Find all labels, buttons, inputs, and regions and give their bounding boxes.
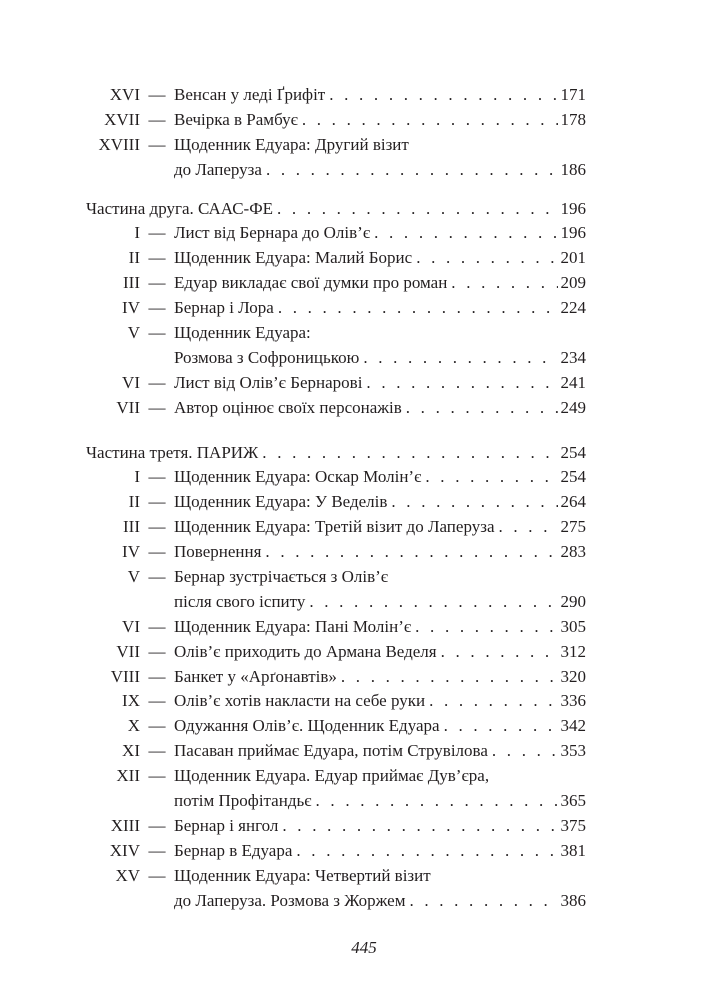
toc-chapter-entry [86,739,586,764]
entry-page-number: 336 [560,691,586,711]
entry-page-number: 224 [560,298,586,318]
dot-leader [274,296,558,321]
toc-chapter-entry [86,133,586,158]
entry-page-number: 320 [560,666,586,686]
em-dash: — [148,716,166,736]
toc-chapter-entry [86,864,586,889]
toc-chapter-entry [86,246,586,271]
chapter-number: IX [122,691,140,711]
entry-title: Щоденник Едуара. Едуар приймає Дув’єра, [174,766,490,786]
entry-page-number: 178 [560,109,586,129]
page-number: 445 [351,938,377,957]
dot-leader [362,371,558,396]
em-dash: — [148,542,166,562]
entry-title: Бернар і янгол [174,815,279,835]
toc-entry-continuation [86,889,586,914]
entry-page-number: 196 [560,198,586,218]
chapter-number: XVI [109,85,140,104]
chapter-number: XV [115,865,140,885]
chapter-number: III [123,273,140,293]
toc-chapter-entry [86,490,586,515]
dot-leader [488,739,558,764]
entry-title: Банкет у «Арґонавтів» [174,666,337,686]
entry-page-number: 171 [560,85,586,104]
em-dash: — [148,492,166,512]
dot-leader [325,83,558,108]
toc-chapter-entry [86,83,586,108]
entry-title: Олів’є хотів накласти на себе руки [174,691,426,711]
toc-chapter-entry [86,615,586,640]
entry-title: Бернар зустрічається з Олів’є [174,567,389,587]
em-dash: — [148,766,166,786]
entry-page-number: 264 [560,492,586,512]
toc-chapter-entry [86,271,586,296]
toc-entry-continuation [86,789,586,814]
dot-leader [298,108,558,133]
entry-page-number: 365 [560,791,586,811]
em-dash: — [148,567,166,587]
entry-page-number: 254 [560,442,586,462]
em-dash: — [148,517,166,537]
entry-title: Пасаван приймає Едуара, потім Струвілова [174,741,488,761]
entry-page-number: 353 [560,741,586,761]
em-dash: — [148,815,166,835]
em-dash: — [148,273,166,293]
chapter-number: VII [116,641,140,661]
chapter-number: XVII [104,109,140,129]
toc-chapter-entry [86,296,586,321]
em-dash: — [148,109,166,129]
toc-chapter-entry [86,371,586,396]
chapter-number: XVIII [98,134,140,154]
entry-page-number: 186 [560,159,586,179]
entry-page-number: 201 [560,248,586,268]
toc-chapter-entry [86,665,586,690]
entry-title: потім Профітандьє [174,791,312,811]
entry-page-number: 381 [560,840,586,860]
toc-part-heading [86,197,586,222]
entry-title: Щоденник Едуара: Пані Молін’є [174,616,412,636]
chapter-number: IV [122,542,140,562]
chapter-number: VIII [110,666,140,686]
toc-entry-continuation [86,346,586,371]
dot-leader [337,665,558,690]
entry-page-number: 241 [560,372,586,392]
chapter-number: XIV [109,840,140,860]
em-dash: — [148,85,166,104]
toc-chapter-entry [86,396,586,421]
toc-chapter-entry [86,221,586,246]
entry-page-number: 275 [560,517,586,537]
entry-title: Частина третя. ПАРИЖ [86,442,259,462]
em-dash: — [148,134,166,154]
dot-leader [447,271,558,296]
em-dash: — [148,248,166,268]
toc-entry-continuation [86,158,586,183]
chapter-number: X [127,716,140,736]
em-dash: — [148,467,166,487]
dot-leader [278,814,558,839]
entry-title: Щоденник Едуара: [174,323,311,343]
entry-title: Едуар викладає свої думки про роман [174,273,448,293]
toc-chapter-entry [86,839,586,864]
em-dash: — [148,323,166,343]
entry-title: Бернар в Едуара [174,840,293,860]
dot-leader [425,689,558,714]
entry-page-number: 312 [560,641,586,661]
em-dash: — [148,397,166,417]
em-dash: — [148,865,166,885]
dot-leader [258,441,558,466]
toc-chapter-entry [86,108,586,133]
dot-leader [412,246,558,271]
dot-leader [387,490,558,515]
entry-page-number: 375 [560,815,586,835]
entry-title: до Лаперуза [174,159,262,179]
chapter-number: XII [116,766,140,786]
entry-page-number: 254 [560,467,586,487]
toc-chapter-entry [86,465,586,490]
entry-title: Щоденник Едуара: У Веделів [174,492,388,512]
dot-leader [359,346,558,371]
entry-page-number: 386 [560,890,586,910]
toc-chapter-entry [86,321,586,346]
entry-page-number: 290 [560,591,586,611]
entry-title: Повернення [174,542,262,562]
em-dash: — [148,840,166,860]
toc-chapter-entry [86,764,586,789]
entry-title: Бернар і Лора [174,298,274,318]
em-dash: — [148,372,166,392]
em-dash: — [148,298,166,318]
toc-chapter-entry [86,515,586,540]
entry-title: Щоденник Едуара: Четвертий візит [174,865,431,885]
entry-title: Лист від Олів’є Бернарові [174,372,363,392]
toc-chapter-entry [86,814,586,839]
dot-leader [273,197,558,222]
chapter-number: VII [116,397,140,417]
entry-title: Автор оцінює своїх персонажів [174,397,402,417]
em-dash: — [148,641,166,661]
entry-title: Вечірка в Рамбує [174,109,298,129]
toc-chapter-entry [86,565,586,590]
entry-title: Розмова з Софроницькою [174,347,360,367]
em-dash: — [148,223,166,243]
dot-leader [405,889,558,914]
chapter-number: V [127,323,140,343]
dot-leader [292,839,558,864]
chapter-number: IV [122,298,140,318]
entry-title: Щоденник Едуара: Малий Борис [174,248,413,268]
entry-page-number: 209 [560,273,586,293]
chapter-number: XIII [110,815,140,835]
dot-leader [402,396,558,421]
chapter-number: I [134,467,140,487]
entry-title: Лист від Бернара до Олів’є [174,223,371,243]
chapter-number: VI [122,616,140,636]
dot-leader [261,540,558,565]
dot-leader [411,615,558,640]
entry-title: до Лаперуза. Розмова з Жоржем [174,890,406,910]
table-of-contents [86,83,586,914]
em-dash: — [148,741,166,761]
chapter-number: V [127,567,140,587]
toc-chapter-entry [86,689,586,714]
entry-page-number: 234 [560,347,586,367]
chapter-number: II [128,248,140,268]
entry-page-number: 196 [560,223,586,243]
em-dash: — [148,691,166,711]
entry-title: Щоденник Едуара: Другий візит [174,134,409,154]
entry-title: Частина друга. СААС-ФЕ [86,198,274,218]
dot-leader [370,221,558,246]
em-dash: — [148,666,166,686]
toc-chapter-entry [86,640,586,665]
entry-page-number: 305 [560,616,586,636]
chapter-number: III [123,517,140,537]
entry-page-number: 249 [560,397,586,417]
chapter-number: XI [122,741,140,761]
toc-chapter-entry [86,714,586,739]
chapter-number: VI [122,372,140,392]
toc-chapter-entry [86,540,586,565]
dot-leader [421,465,558,490]
chapter-number: II [128,492,140,512]
dot-leader [495,515,559,540]
dot-leader [312,789,558,814]
entry-title: Одужання Олів’є. Щоденник Едуара [174,716,440,736]
dot-leader [437,640,558,665]
dot-leader [305,590,558,615]
dot-leader [262,158,558,183]
chapter-number: I [134,223,140,243]
toc-entry-continuation [86,590,586,615]
entry-title: Щоденник Едуара: Оскар Молін’є [174,467,422,487]
entry-page-number: 342 [560,716,586,736]
em-dash: — [148,616,166,636]
dot-leader [440,714,558,739]
entry-page-number: 283 [560,542,586,562]
entry-title: Щоденник Едуара: Третій візит до Лаперуза [174,517,495,537]
entry-title: Олів’є приходить до Армана Веделя [174,641,437,661]
entry-title: Венсан у леді Ґрифіт [174,85,326,104]
toc-part-heading [86,441,586,466]
entry-title: після свого іспиту [174,591,306,611]
